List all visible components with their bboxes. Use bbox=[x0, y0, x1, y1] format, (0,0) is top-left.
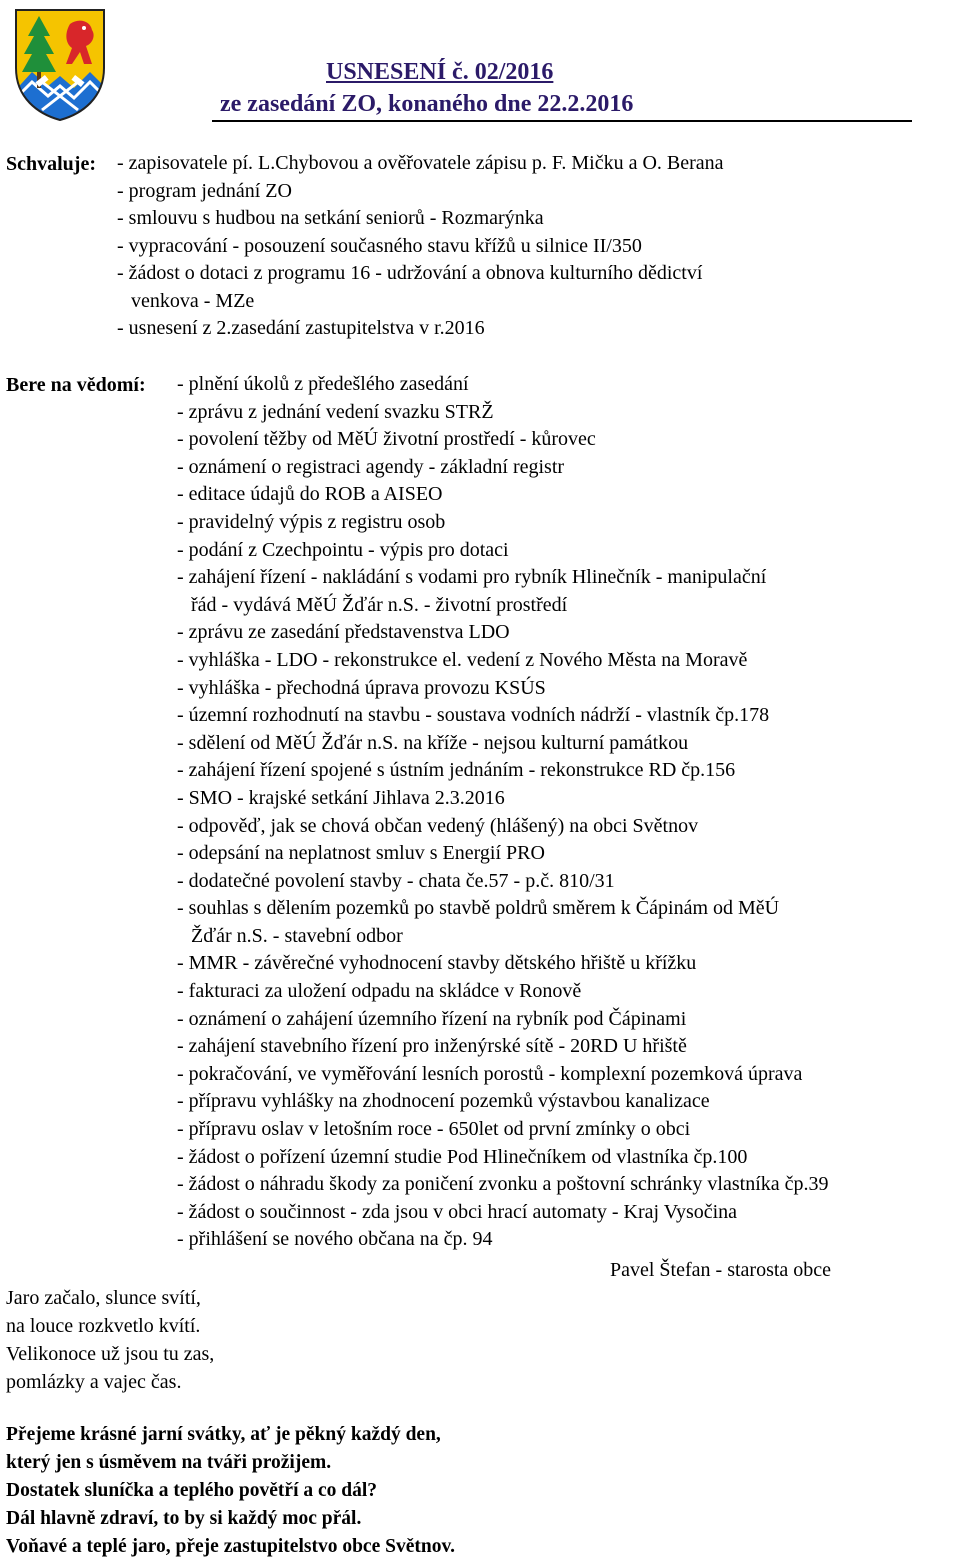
list-item: - zprávu z jednání vedení svazku STRŽ bbox=[177, 400, 494, 423]
list-item-continuation: Žďár n.S. - stavební odbor bbox=[191, 924, 403, 947]
list-item: - smlouvu s hudbou na setkání seniorů - Rozmarýnka bbox=[117, 207, 544, 229]
list-item: - vyhláška - LDO - rekonstrukce el. vedení z Nového Města na Moravě bbox=[177, 648, 748, 671]
list-item: - žádost o dotaci z programu 16 - udržování a obnova kulturního dědictví bbox=[117, 262, 703, 284]
signature-mayor: Pavel Štefan - starosta obce bbox=[610, 1259, 832, 1281]
list-item: - podání z Czechpointu - výpis pro dotaci bbox=[177, 538, 509, 561]
list-item: - přípravu oslav v letošním roce - 650let od první zmínky o obci bbox=[177, 1118, 691, 1141]
list-item: - editace údajů do ROB a AISEO bbox=[177, 483, 443, 506]
list-item: - zprávu ze zasedání představenstva LDO bbox=[177, 621, 510, 644]
list-item: - zahájení stavebního řízení pro inženýrské sítě - 20RD U hřiště bbox=[177, 1035, 687, 1058]
poem-line: pomlázky a vajec čas. bbox=[6, 1371, 182, 1393]
list-item: - oznámení o registraci agendy - základní registr bbox=[177, 455, 565, 478]
list-item: - žádost o pořízení územní studie Pod Hlinečníkem od vlastníka čp.100 bbox=[177, 1145, 748, 1168]
poem-line: Velikonoce už jsou tu zas, bbox=[6, 1343, 215, 1365]
list-item: - územní rozhodnutí na stavbu - soustava vodních nádrží - vlastník čp.178 bbox=[177, 704, 770, 727]
list-item: - souhlas s dělením pozemků po stavbě poldrů směrem k Čápinám od MěÚ bbox=[177, 897, 780, 920]
list-item: - povolení těžby od MěÚ životní prostředí - kůrovec bbox=[177, 428, 596, 451]
list-item-continuation: řád - vydává MěÚ Žďár n.S. - životní prostředí bbox=[191, 593, 568, 616]
list-item: - odepsání na neplatnost smluv s Energií PRO bbox=[177, 842, 545, 865]
bere-na-vedomi-list bbox=[177, 371, 829, 1254]
municipal-coat-of-arms bbox=[12, 6, 108, 122]
list-item: - plnění úkolů z předešlého zasedání bbox=[177, 373, 469, 395]
wishes-line: Dostatek sluníčka a teplého povětří a co dál? bbox=[6, 1480, 378, 1501]
list-item: - SMO - krajské setkání Jihlava 2.3.2016 bbox=[177, 786, 505, 809]
list-item: - oznámení o zahájení územního řízení na rybník pod Čápinami bbox=[177, 1007, 687, 1030]
easter-wishes bbox=[6, 1421, 455, 1561]
document-title: USNESENÍ č. 02/2016 bbox=[326, 59, 554, 85]
list-item: - usnesení z 2.zasedání zastupitelstva v r.2016 bbox=[117, 317, 485, 339]
schvaluje-list bbox=[117, 150, 724, 343]
poem-line: Jaro začalo, slunce svítí, bbox=[6, 1287, 201, 1309]
list-item: - vypracování - posouzení současného stavu křížů u silnice II/350 bbox=[117, 234, 642, 257]
list-item: - dodatečné povolení stavby - chata če.57 - p.č. 810/31 bbox=[177, 869, 615, 892]
list-item: - zapisovatele pí. L.Chybovou a ověřovatele zápisu p. F. Mičku a O. Berana bbox=[117, 152, 724, 174]
wishes-line: Dál hlavně zdraví, to by si každý moc přál. bbox=[6, 1508, 362, 1529]
list-item: - fakturaci za uložení odpadu na skládce v Ronově bbox=[177, 980, 582, 1003]
list-item: - sdělení od MěÚ Žďár n.S. na kříže - nejsou kulturní památkou bbox=[177, 731, 689, 754]
poem-line: na louce rozkvetlo kvítí. bbox=[6, 1315, 201, 1337]
list-item: - žádost o náhradu škody za poničení zvonku a poštovní schránky vlastníka čp.39 bbox=[177, 1173, 829, 1196]
list-item: - program jednání ZO bbox=[117, 179, 292, 202]
list-item: - odpověď, jak se chová občan vedený (hlášený) na obci Světnov bbox=[177, 814, 699, 837]
wishes-line: který jen s úsměvem na tváři prožijem. bbox=[6, 1452, 332, 1473]
list-item: - MMR - závěrečné vyhodnocení stavby dětského hřiště u křížku bbox=[177, 952, 697, 975]
list-item: - pravidelný výpis z registru osob bbox=[177, 510, 446, 533]
list-item: - zahájení řízení - nakládání s vodami pro rybník Hlinečník - manipulační bbox=[177, 566, 767, 589]
list-item: - přihlášení se nového občana na čp. 94 bbox=[177, 1228, 493, 1251]
list-item: - žádost o součinnost - zda jsou v obci hrací automaty - Kraj Vysočina bbox=[177, 1200, 738, 1223]
bere-na-vedomi-label: Bere na vědomí: bbox=[6, 374, 146, 396]
wishes-line: Voňavé a teplé jaro, přeje zastupitelstvo obce Světnov. bbox=[6, 1536, 455, 1557]
spring-poem bbox=[6, 1284, 214, 1396]
list-item: - přípravu vyhlášky na zhodnocení pozemků výstavbou kanalizace bbox=[177, 1090, 710, 1113]
list-item-continuation: venkova - MZe bbox=[131, 289, 255, 312]
list-item: - vyhláška - přechodná úprava provozu KSÚS bbox=[177, 676, 546, 699]
wishes-line: Přejeme krásné jarní svátky, ať je pěkný každý den, bbox=[6, 1424, 441, 1445]
document-subtitle: ze zasedání ZO, konaného dne 22.2.2016 bbox=[220, 91, 634, 117]
list-item: - pokračování, ve vyměřování lesních porostů - komplexní pozemková úprava bbox=[177, 1062, 803, 1085]
schvaluje-label: Schvaluje: bbox=[6, 153, 96, 175]
title-divider bbox=[212, 120, 912, 122]
list-item: - zahájení řízení spojené s ústním jednáním - rekonstrukce RD čp.156 bbox=[177, 759, 736, 782]
